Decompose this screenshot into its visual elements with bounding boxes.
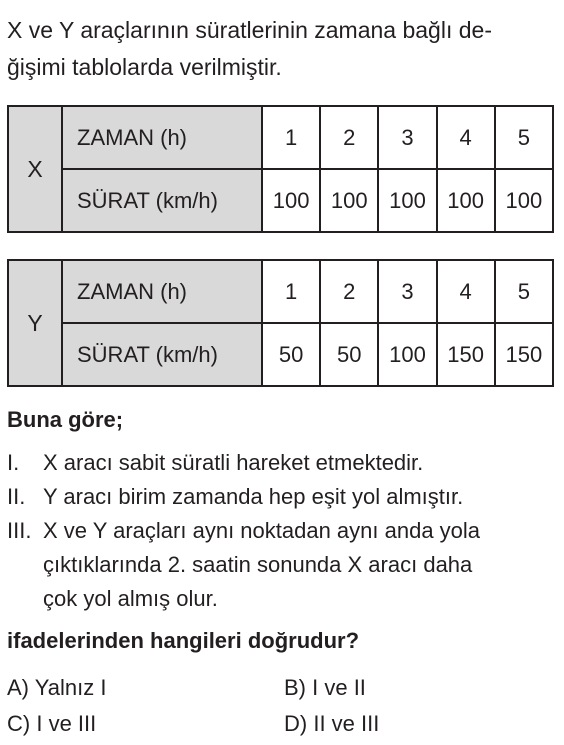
table-y-vehicle-label: Y [8, 260, 62, 386]
table-y-speed-cell: 100 [378, 323, 436, 386]
statement-list [7, 446, 559, 616]
table-x-time-cell: 3 [378, 106, 436, 169]
table-y-speed-cell: 150 [437, 323, 495, 386]
option-letter: B) [284, 675, 306, 700]
statement-item [7, 514, 559, 616]
option-d[interactable] [284, 709, 379, 739]
option-a[interactable] [7, 673, 106, 703]
statement-item [7, 446, 559, 480]
table-y-speed-row [8, 323, 553, 386]
statement-line: X ve Y araçları aynı noktadan aynı anda yola [43, 518, 481, 543]
table-x-time-cell: 5 [495, 106, 553, 169]
intro-line-2: ğişimi tablolarda verilmiştir. [7, 54, 282, 80]
table-x-speed-cell: 100 [262, 169, 320, 232]
question-text: ifadelerinden hangileri doğrudur? [7, 628, 360, 653]
option-text: I ve II [312, 675, 366, 700]
table-y-time-cell: 2 [320, 260, 378, 323]
table-x-speed-cell: 100 [378, 169, 436, 232]
option-text: II ve III [313, 711, 380, 736]
table-x-speed-cell: 100 [495, 169, 553, 232]
intro-text [7, 12, 557, 86]
table-x-time-row [8, 106, 553, 169]
statement-number: I. [7, 450, 20, 475]
statement-number: III. [7, 518, 32, 543]
table-x-time-cell: 4 [437, 106, 495, 169]
statement-number: II. [7, 484, 26, 509]
option-text: Yalnız I [34, 675, 107, 700]
table-x-time-cell: 2 [320, 106, 378, 169]
statement-line: çıktıklarında 2. saatin sonunda X aracı daha [43, 552, 473, 577]
table-x-time-cell: 1 [262, 106, 320, 169]
table-y-time-label: ZAMAN (h) [62, 260, 262, 323]
table-x [7, 105, 554, 233]
table-x-speed-cell: 100 [320, 169, 378, 232]
table-y-speed-cell: 50 [320, 323, 378, 386]
table-y-time-cell: 4 [437, 260, 495, 323]
statement-line: çok yol almış olur. [43, 586, 218, 611]
table-x-speed-cell: 100 [437, 169, 495, 232]
statement-item [7, 480, 559, 514]
intro-line-1: X ve Y araçlarının süratlerinin zamana bağlı de- [7, 17, 492, 43]
table-x-speed-row [8, 169, 553, 232]
statement-text [43, 514, 559, 616]
table-y-time-cell: 1 [262, 260, 320, 323]
option-letter: C) [7, 711, 31, 736]
table-y-speed-label: SÜRAT (km/h) [62, 323, 262, 386]
table-y-speed-cell: 150 [495, 323, 553, 386]
option-text: I ve III [36, 711, 97, 736]
option-letter: D) [284, 711, 308, 736]
option-c[interactable] [7, 709, 96, 739]
statement-text: Y aracı birim zamanda hep eşit yol almıştır. [43, 484, 464, 509]
table-x-vehicle-label: X [8, 106, 62, 232]
option-letter: A) [7, 675, 29, 700]
lead-text: Buna göre; [7, 407, 124, 432]
table-y-time-cell: 5 [495, 260, 553, 323]
option-b[interactable] [284, 673, 366, 703]
table-x-speed-label: SÜRAT (km/h) [62, 169, 262, 232]
table-y-time-row [8, 260, 553, 323]
table-y-time-cell: 3 [378, 260, 436, 323]
table-x-time-label: ZAMAN (h) [62, 106, 262, 169]
table-y-speed-cell: 50 [262, 323, 320, 386]
table-y [7, 259, 554, 387]
statement-text: X aracı sabit süratli hareket etmektedir. [43, 450, 424, 475]
